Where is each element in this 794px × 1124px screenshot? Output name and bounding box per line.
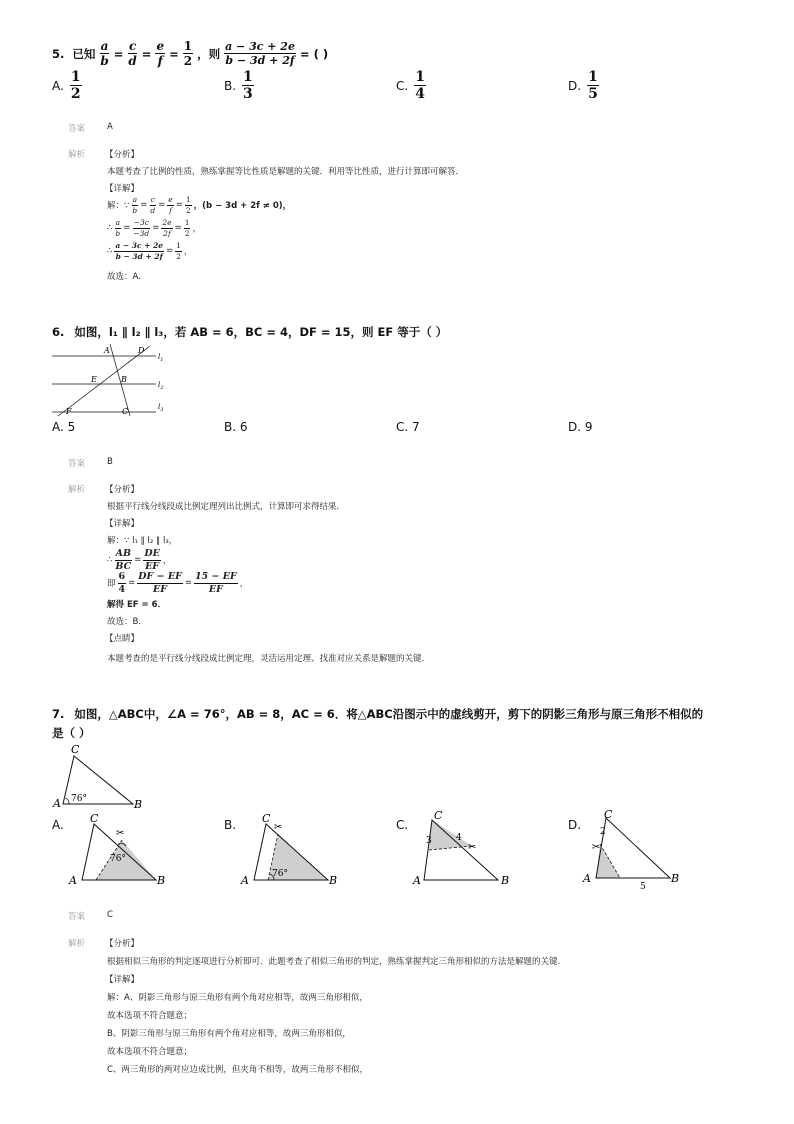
q6-answer-label: 答案 (68, 459, 86, 469)
q5-number: 5. (52, 46, 65, 61)
vertex-label-a: A (53, 797, 61, 810)
point-label-c: C (122, 407, 129, 416)
q6-sol-frac: $\frac{AB}{BC}$ (115, 548, 132, 572)
q7-option-b[interactable]: B. (224, 818, 237, 832)
q6-sol-frac: $\frac{15 - EF}{EF}$ (194, 571, 237, 595)
transversal-df (58, 346, 150, 416)
q5-answer-label: 答案 (68, 124, 86, 134)
q7-fenxi-text: 根据相似三角形的判定逐项进行分析即可．此题考查了相似三角形的判定，熟练掌握判定三角形相似的方法是解题的关键． (107, 957, 567, 967)
vertex-label-c: C (604, 810, 613, 821)
scissors-icon: ✂ (116, 828, 125, 839)
q7-option-c[interactable]: C. (396, 818, 409, 832)
q7-stem-line-1: 7. 如图，△ABC中，∠A = 76°，AB = 8，AC = 6．将△ABC沿图示中的虚线剪开，剪下的阴影三角形与原三角形不相似的 (52, 707, 704, 721)
scissors-icon: ✂ (592, 842, 601, 853)
q5-sol-frac: $\frac{c}{d}$ (150, 195, 156, 215)
q5-solution-line-1: 解：∵ $\frac{a}{b}$ = $\frac{c}{d}$ = $\frac{e}{f}$ = $\frac{1}{2}$ ，(b − 3d + 2f ≠ 0)， (107, 195, 292, 215)
q7-option-c-figure[interactable] (410, 810, 520, 890)
vertex-label-b: B (329, 874, 338, 887)
q5-target-frac: $\frac{a - 3c + 2e}{b - 3d + 2f}$ (225, 40, 295, 67)
angle-label: 76° (110, 854, 126, 864)
vertex-label-b: B (501, 874, 510, 887)
q5-analysis-label: 解析 (68, 150, 86, 160)
q6-stem (52, 324, 447, 340)
scissors-icon: ✂ (274, 822, 283, 833)
q6-solution-line-2: ∴ $\frac{AB}{BC}$ = $\frac{DE}{EF}$ ， (107, 548, 172, 572)
q5-option-c[interactable]: C. $\frac{1}{4}$ (396, 69, 425, 102)
q7-option-a[interactable]: A. (52, 818, 64, 832)
q6-fenxi-text: 根据平行线分线段成比例定理列出比例式，计算即可求得结果． (107, 502, 346, 512)
q5-sol-frac: $\frac{1}{2}$ (184, 218, 190, 238)
q5-option-c-frac: $\frac{1}{4}$ (415, 69, 425, 102)
point-label-a: A (104, 346, 110, 355)
q6-option-a[interactable]: A. 5 (52, 420, 76, 434)
q5-solution-line-4: 故选：A． (107, 272, 147, 282)
line-label-l3: $l_3$ (158, 403, 164, 413)
angle-arc (66, 798, 70, 804)
q5-fenxi-head: 【分析】 (105, 150, 140, 160)
vertex-label-c: C (71, 743, 80, 756)
q6-stem-text: 如图，l₁ ∥ l₂ ∥ l₃，若 AB = 6，BC = 4，DF = 15，则 EF 等于（ ） (74, 325, 448, 339)
q5-given-frac-3: $\frac{e}{f}$ (156, 39, 165, 68)
shaded-triangle (429, 820, 472, 850)
vertex-label-c: C (262, 812, 271, 825)
q6-number: 6. (52, 325, 65, 339)
q6-solution-line-3: 即 $\frac{6}{4}$ = $\frac{DF - EF}{EF}$ = $\frac{15 - EF}{EF}$ ， (107, 571, 249, 595)
q5-stem: 5. 已知 $\frac{a}{b}$ = $\frac{c}{d}$ = $\frac{e}{f}$ = $\frac{1}{2}$ ，则 $\frac{a - 3c + 2e}{b - 3d + 2f}$ = ( ) (52, 39, 329, 68)
q5-xiangjie-head: 【详解】 (105, 184, 140, 194)
q5-sol-frac: $\frac{1}{2}$ (176, 241, 181, 261)
q6-dianjing-text: 本题考查的是平行线分线段成比例定理，灵活运用定理、找准对应关系是解题的关键． (107, 654, 431, 664)
vertex-label-c: C (90, 812, 99, 825)
vertex-label-a: A (413, 874, 421, 887)
q7-option-d-figure[interactable] (582, 810, 692, 890)
q5-prefix: 已知 (72, 46, 96, 61)
q7-main-figure (52, 740, 152, 812)
q7-option-d[interactable]: D. (568, 818, 582, 832)
point-label-d: D (138, 346, 145, 355)
q6-option-b[interactable]: B. 6 (224, 420, 248, 434)
q7-xiangjie-head: 【详解】 (105, 975, 140, 985)
point-label-e: E (91, 375, 97, 384)
q7-option-b-figure[interactable] (238, 810, 348, 890)
q6-answer: B (107, 457, 113, 467)
q5-option-d-frac: $\frac{1}{5}$ (588, 69, 598, 102)
q7-fenxi-head: 【分析】 (105, 939, 140, 949)
q6-fenxi-head: 【分析】 (105, 485, 140, 495)
q7-analysis-label: 解析 (68, 939, 86, 949)
q5-fenxi-text: 本题考查了比例的性质，熟练掌握等比性质是解题的关键．利用等比性质，进行计算即可解答． (107, 167, 465, 177)
q5-solution-line-2: ∴ $\frac{a}{b}$ = $\frac{-3c}{-3d}$ = $\frac{2e}{2f}$ = $\frac{1}{2}$ ， (107, 218, 201, 238)
q5-sol-frac: $\frac{a - 3c + 2e}{b - 3d + 2f}$ (115, 241, 164, 261)
length-label-4: 4 (456, 833, 462, 843)
q5-sol-frac: $\frac{a}{b}$ (132, 195, 138, 215)
vertex-label-b: B (671, 872, 680, 885)
q7-answer-label: 答案 (68, 912, 86, 922)
q6-solution-line-1: 解：∵ l₁ ∥ l₂ ∥ l₃， (107, 536, 178, 546)
length-label-3: 3 (426, 836, 432, 846)
q6-option-d[interactable]: D. 9 (568, 420, 593, 434)
vertex-label-a: A (69, 874, 77, 887)
q6-dianjing-head: 【点睛】 (105, 634, 140, 644)
q6-solution-line-5: 故选：B． (107, 617, 147, 627)
q6-sol-frac: $\frac{DE}{EF}$ (144, 548, 160, 572)
line-label-l1: $l_1$ (158, 353, 164, 363)
q7-option-a-figure[interactable] (66, 810, 176, 890)
line-label-l2: $l_2$ (158, 381, 164, 391)
q5-given-frac-4: $\frac{1}{2}$ (183, 39, 193, 68)
q5-sol-frac: $\frac{a}{b}$ (115, 218, 121, 238)
q5-option-b-frac: $\frac{1}{3}$ (243, 69, 253, 102)
q7-solution-line-5: C、两三角形的两对应边成比例，但夹角不相等，故两三角形不相似， (107, 1065, 368, 1075)
q6-solution-line-4: 解得 EF = 6． (107, 600, 167, 610)
vertex-label-a: A (241, 874, 249, 887)
angle-label: 76° (71, 794, 87, 804)
q5-option-d[interactable]: D. $\frac{1}{5}$ (568, 69, 598, 102)
vertex-label-a: A (583, 872, 591, 885)
q7-solution-line-1: 解：A、阴影三角形与原三角形有两个角对应相等，故两三角形相似， (107, 993, 368, 1003)
q5-option-a-frac: $\frac{1}{2}$ (70, 69, 81, 102)
vertex-label-b: B (157, 874, 166, 887)
scissors-icon: ✂ (468, 842, 477, 853)
q7-stem-line-2: 是（ ） (52, 726, 91, 740)
q7-solution-line-4: 故本选项不符合题意； (107, 1047, 193, 1057)
q5-sol-frac: $\frac{-3c}{-3d}$ (133, 218, 150, 238)
q5-given-frac-1: $\frac{a}{b}$ (100, 39, 109, 68)
q7-solution-line-2: 故本选项不符合题意； (107, 1011, 193, 1021)
q6-xiangjie-head: 【详解】 (105, 519, 140, 529)
length-label-5: 5 (640, 882, 646, 890)
angle-label: 76° (272, 869, 288, 879)
q5-solution-line-3: ∴ $\frac{a - 3c + 2e}{b - 3d + 2f}$ = $\frac{1}{2}$ ， (107, 241, 193, 261)
transversal-ac (110, 344, 130, 416)
vertex-label-c: C (434, 810, 443, 822)
q6-sol-frac: $\frac{6}{4}$ (118, 571, 126, 595)
q6-sol-frac: $\frac{DF - EF}{EF}$ (138, 571, 182, 595)
q6-figure (52, 342, 172, 417)
q5-then: ，则 (197, 46, 221, 61)
q5-sol-frac: $\frac{2e}{2f}$ (162, 218, 172, 238)
q6-analysis-label: 解析 (68, 485, 86, 495)
q5-answer: A (107, 122, 113, 132)
point-label-f: F (66, 407, 72, 416)
q7-solution-line-3: B、阴影三角形与原三角形有两个角对应相等，故两三角形相似， (107, 1029, 351, 1039)
vertex-label-b: B (134, 798, 143, 811)
point-label-b: B (121, 375, 127, 384)
q5-sol-frac: $\frac{1}{2}$ (185, 195, 191, 215)
q5-given-frac-2: $\frac{c}{d}$ (128, 39, 137, 68)
q5-suffix: = ( ) (299, 46, 329, 61)
q5-sol-frac: $\frac{e}{f}$ (168, 195, 173, 215)
q7-number: 7. (52, 707, 65, 721)
q5-option-b[interactable]: B. $\frac{1}{3}$ (224, 69, 253, 102)
q6-option-c[interactable]: C. 7 (396, 420, 420, 434)
length-label-2: 2 (600, 827, 606, 837)
q5-option-a[interactable]: A. $\frac{1}{2}$ (52, 69, 81, 102)
q7-answer: C (107, 910, 113, 920)
